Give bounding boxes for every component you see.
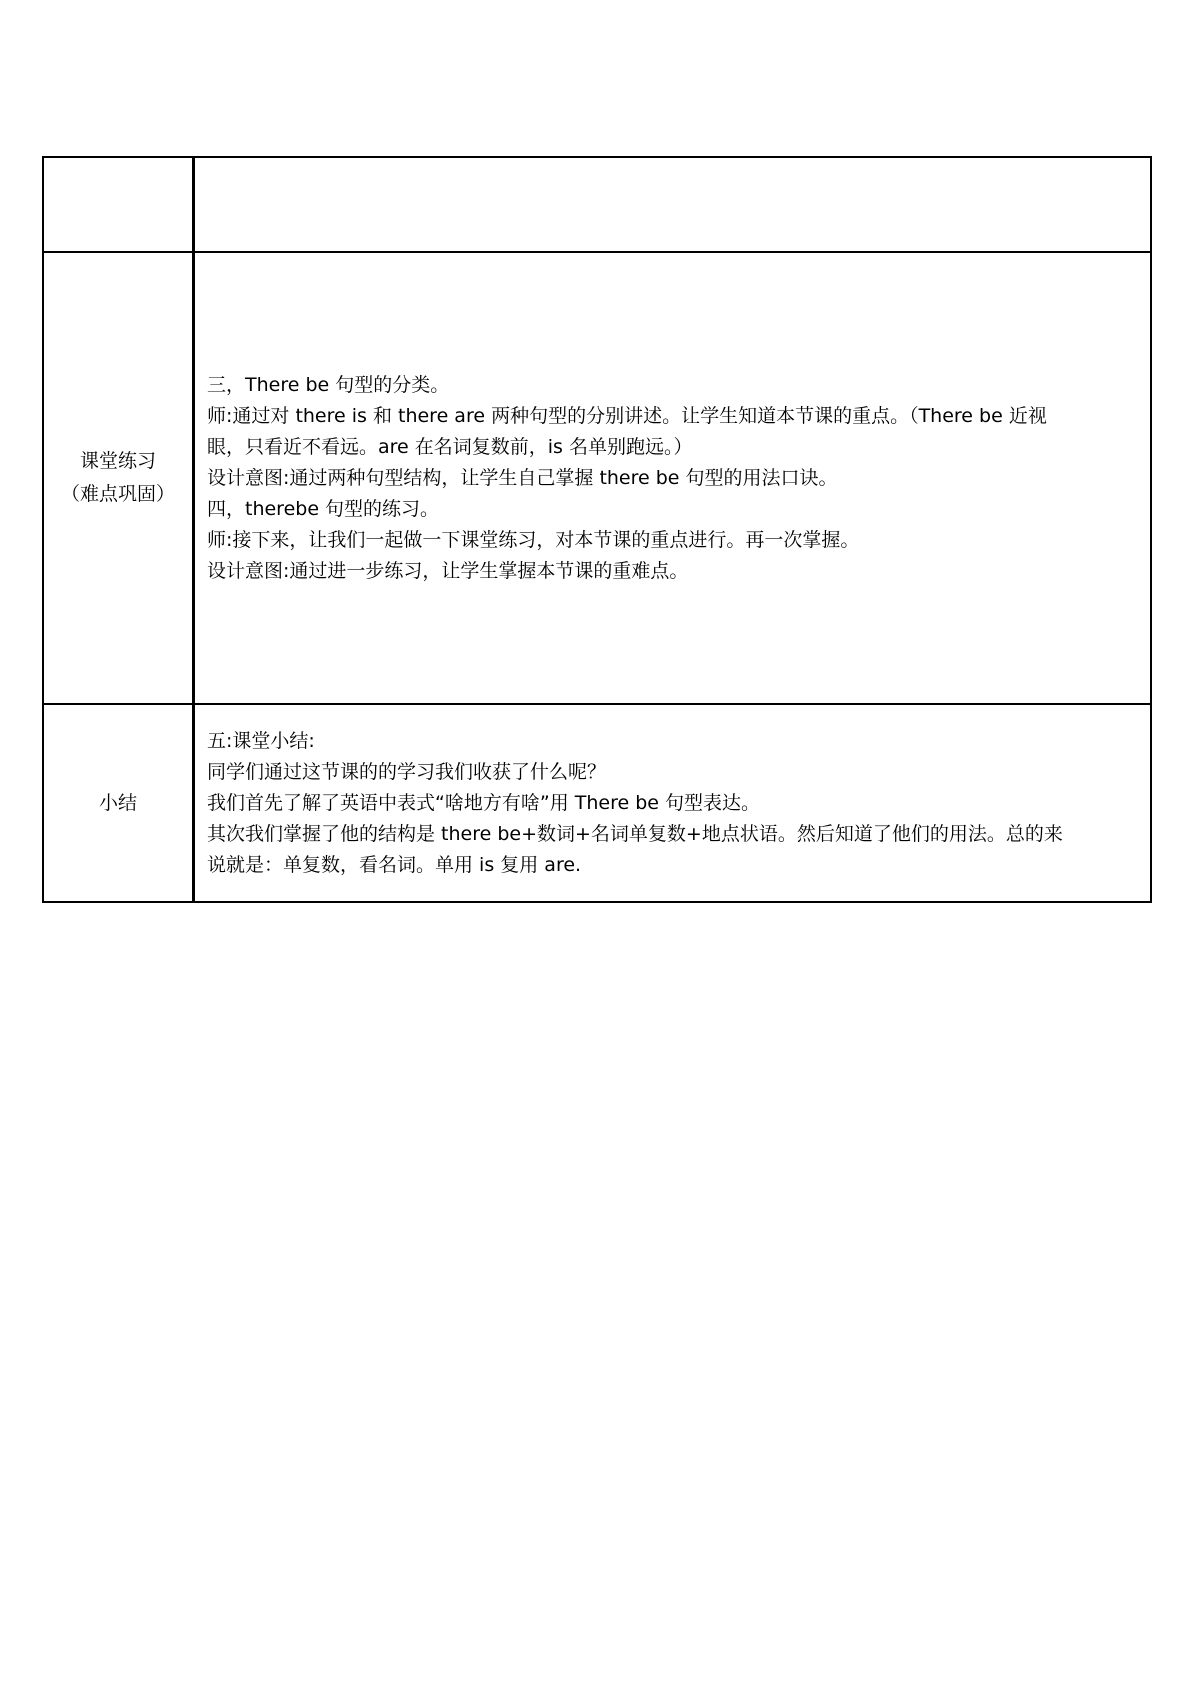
practice-label-title: 课堂练习	[79, 450, 156, 472]
table-row-practice	[43, 252, 1151, 704]
summary-line-1: 五:课堂小结:	[207, 729, 315, 752]
empty-label-cell	[43, 157, 194, 252]
empty-content-cell	[194, 157, 1152, 252]
practice-line-2: 师:通过对 there is 和 there are 两种句型的分别讲述。让学生知道本节课的重点。（There be 近视	[207, 404, 1047, 427]
summary-content-cell	[194, 704, 1152, 902]
lesson-plan-table	[42, 156, 1152, 903]
practice-line-5: 四，therebe 句型的练习。	[207, 497, 440, 520]
practice-line-1: 三，There be 句型的分类。	[207, 373, 450, 396]
summary-label: 小结	[98, 791, 137, 814]
summary-label-cell	[43, 704, 194, 902]
practice-line-3: 眼，只看近不看远。are 在名词复数前，is 名单别跑远。）	[207, 435, 693, 458]
practice-label-cell	[43, 252, 194, 704]
table-row-summary	[43, 704, 1151, 902]
summary-line-5: 说就是：单复数，看名词。单用 is 复用 are.	[207, 853, 582, 876]
summary-line-4: 其次我们掌握了他的结构是 there be+数词+名词单复数+地点状语。然后知道了他们的用法。总的来	[207, 822, 1063, 845]
practice-label-subtitle: （难点巩固）	[60, 483, 175, 505]
practice-line-7: 设计意图:通过进一步练习，让学生掌握本节课的重难点。	[207, 559, 689, 582]
practice-line-4: 设计意图:通过两种句型结构，让学生自己掌握 there be 句型的用法口诀。	[207, 466, 838, 489]
table-row-top	[43, 157, 1151, 252]
summary-line-2: 同学们通过这节课的的学习我们收获了什么呢？	[207, 760, 607, 783]
summary-line-3: 我们首先了解了英语中表式“啥地方有啥”用 There be 句型表达。	[207, 791, 760, 814]
practice-content-cell	[194, 252, 1152, 704]
practice-line-6: 师:接下来，让我们一起做一下课堂练习，对本节课的重点进行。再一次掌握。	[207, 528, 860, 551]
